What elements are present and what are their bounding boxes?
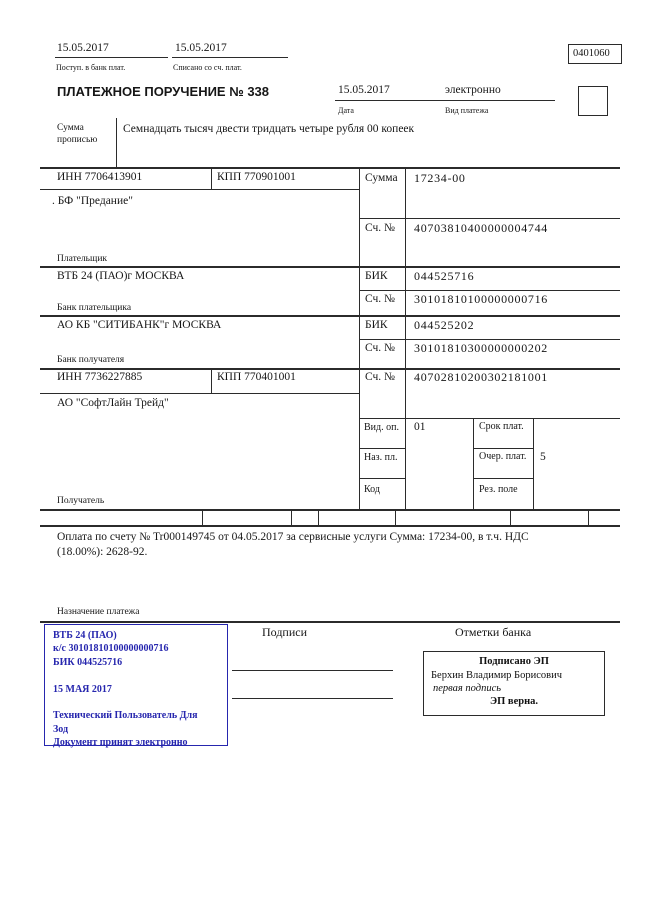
payer-bank-bik: 044525716 — [414, 269, 475, 283]
bank-marks-header: Отметки банка — [455, 625, 532, 639]
line — [395, 509, 396, 526]
payee-kpp: КПП 770401001 — [217, 371, 296, 383]
status-checkbox — [578, 86, 608, 116]
received-date-label: Поступ. в банк плат. — [56, 63, 126, 72]
payment-priority-label: Очер. плат. — [479, 451, 527, 462]
line — [211, 368, 212, 393]
signature-line — [232, 698, 393, 699]
line — [40, 167, 620, 169]
reserve-field-label: Рез. поле — [479, 484, 518, 495]
esign-signature-type: первая подпись — [433, 683, 502, 694]
line — [211, 167, 212, 190]
line — [359, 418, 620, 419]
underline — [443, 100, 555, 101]
esign-verified: ЭП верна. — [489, 696, 538, 707]
purpose-text: Оплата по счету № Tr000149745 от 04.05.2017 за сервисные услуги Сумма: 17234-00, в т.ч. НДС (18.00%): 2628-92. — [57, 531, 529, 558]
payer-inn: ИНН 7706413901 — [57, 171, 143, 183]
payment-term-label: Срок плат. — [479, 421, 524, 432]
line — [588, 509, 589, 526]
line — [116, 118, 117, 168]
amount-label: Сумма — [365, 172, 398, 184]
payee-bank-account-label: Сч. № — [365, 342, 396, 354]
payer-account: 40703810400000004744 — [414, 221, 548, 235]
stamp-line — [53, 696, 227, 709]
line — [202, 509, 203, 526]
esign-title: Подписано ЭП — [479, 656, 549, 667]
signature-line — [232, 670, 393, 671]
payee-bank-name: АО КБ "СИТИБАНК"г МОСКВА — [57, 319, 222, 331]
payee-bank-label: Банк получателя — [57, 355, 125, 365]
payment-kind: электронно — [445, 84, 501, 96]
line — [359, 339, 620, 340]
payee-account-label: Сч. № — [365, 371, 396, 383]
line — [473, 478, 533, 479]
line — [40, 189, 359, 190]
line — [40, 315, 620, 317]
line — [359, 218, 620, 219]
received-date: 15.05.2017 — [57, 42, 109, 54]
document-date: 15.05.2017 — [338, 84, 390, 96]
stamp-line: 15 МАЯ 2017 — [53, 683, 112, 695]
amount-value: 17234-00 — [414, 171, 466, 185]
esign-box — [423, 651, 605, 716]
payment-purpose-code-label: Наз. пл. — [364, 452, 398, 463]
payee-inn: ИНН 7736227885 — [57, 371, 143, 383]
purpose-label: Назначение платежа — [57, 607, 140, 617]
payee-account: 40702810200302181001 — [414, 370, 548, 384]
underline — [55, 57, 168, 58]
line — [533, 418, 534, 510]
line — [510, 509, 511, 526]
underline — [172, 57, 288, 58]
amount-words-label: Сумма прописью — [57, 123, 98, 145]
payer-bank-account-label: Сч. № — [365, 293, 396, 305]
debited-date: 15.05.2017 — [175, 42, 227, 54]
line — [291, 509, 292, 526]
debited-date-label: Списано со сч. плат. — [173, 63, 242, 72]
line — [40, 266, 620, 268]
line — [359, 448, 405, 449]
amount-words: Семнадцать тысяч двести тридцать четыре рубля 00 копеек — [123, 123, 415, 135]
payee-bank-bik: 044525202 — [414, 318, 475, 332]
underline — [335, 100, 457, 101]
payment-kind-label: Вид платежа — [445, 106, 489, 115]
esign-signer: Берхин Владимир Борисович — [431, 670, 562, 681]
stamp-line — [53, 669, 227, 682]
bank-stamp — [44, 624, 228, 749]
payer-name: . БФ "Предание" — [52, 195, 133, 207]
payer-bank-name: ВТБ 24 (ПАО)г МОСКВА — [57, 270, 185, 282]
stamp-line: к/с 30101810100000000716 — [53, 643, 169, 655]
payer-account-label: Сч. № — [365, 222, 396, 234]
stamp-line: БИК 044525716 — [53, 656, 123, 668]
line — [40, 525, 620, 527]
line — [405, 167, 406, 510]
line — [473, 418, 474, 510]
payer-bank-bik-label: БИК — [365, 270, 388, 282]
line — [40, 621, 620, 623]
line — [473, 448, 533, 449]
document-title: ПЛАТЕЖНОЕ ПОРУЧЕНИЕ № 338 — [57, 84, 270, 99]
op-type-value: 01 — [414, 421, 426, 433]
payment-priority-value: 5 — [540, 451, 546, 463]
payer-bank-label: Банк плательщика — [57, 303, 132, 313]
line — [359, 167, 360, 510]
payee-label: Получатель — [57, 496, 105, 506]
stamp-line: ВТБ 24 (ПАО) — [53, 630, 117, 641]
line — [318, 509, 319, 526]
line — [359, 290, 620, 291]
payee-name: АО "СофтЛайн Трейд" — [57, 397, 169, 409]
payer-bank-account: 30101810100000000716 — [414, 292, 548, 306]
line — [359, 478, 405, 479]
form-code-box — [568, 44, 622, 64]
stamp-line: Технический Пользователь Для — [53, 710, 198, 722]
op-type-label: Вид. оп. — [364, 422, 399, 433]
payer-label: Плательщик — [57, 254, 108, 264]
form-code: 0401060 — [573, 48, 610, 59]
payer-kpp: КПП 770901001 — [217, 171, 296, 183]
document-date-label: Дата — [338, 106, 354, 115]
code-label: Код — [364, 484, 380, 495]
payee-bank-account: 30101810300000000202 — [414, 341, 548, 355]
stamp-line: Документ принят электронно — [53, 737, 188, 749]
stamp-line: Зод — [53, 723, 69, 735]
signatures-header: Подписи — [262, 625, 308, 639]
payee-bank-bik-label: БИК — [365, 319, 388, 331]
line — [40, 393, 359, 394]
